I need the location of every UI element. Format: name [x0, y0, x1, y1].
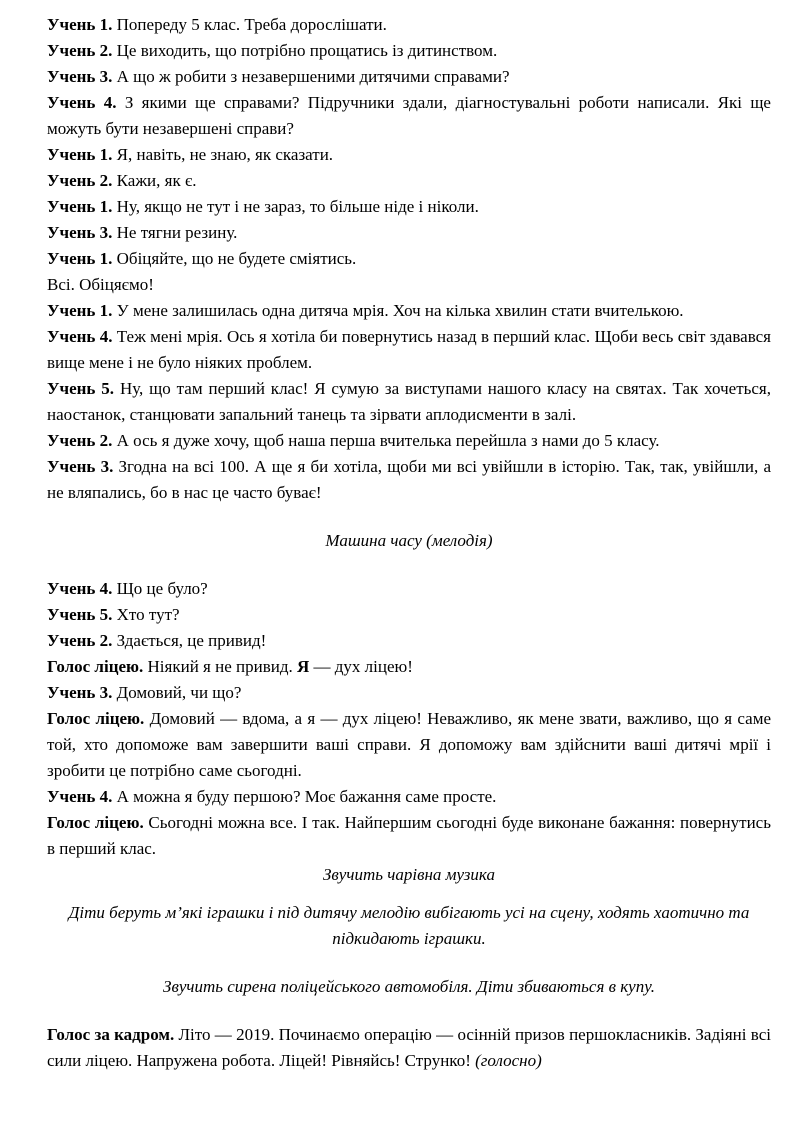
speaker-label: Учень 2.	[47, 41, 113, 60]
line-text: Хто тут?	[112, 605, 180, 624]
speaker-label: Учень 4.	[47, 93, 117, 112]
speaker-label: Учень 2.	[47, 631, 113, 650]
speaker-label: Учень 3.	[47, 67, 113, 86]
dialogue-line	[47, 272, 771, 298]
dialogue-line	[47, 168, 771, 194]
document-page	[47, 12, 771, 1074]
speaker-label: Учень 5.	[47, 605, 113, 624]
line-text: Не тягни резину.	[112, 223, 238, 242]
line-text: Ніякий я не привид.	[143, 657, 297, 676]
speaker-label: Голос ліцею.	[47, 709, 145, 728]
dialogue-line	[47, 1022, 771, 1074]
dialogue-line	[47, 602, 771, 628]
line-text: З якими ще справами? Підручники здали, діагностувальні роботи написали. Які ще можуть бути незавершені справи?	[47, 93, 771, 138]
dialogue-line	[47, 246, 771, 272]
emphasis-text: Я	[297, 657, 310, 676]
line-text: Що це було?	[112, 579, 208, 598]
speaker-label: Учень 4.	[47, 579, 113, 598]
dialogue-line	[47, 194, 771, 220]
speaker-label: Учень 3.	[47, 223, 113, 242]
dialogue-line	[47, 90, 771, 142]
dialogue-line	[47, 428, 771, 454]
line-text: Попереду 5 клас. Треба дорослішати.	[112, 15, 387, 34]
stage-direction: Діти беруть м’які іграшки і під дитячу мелодію вибігають усі на сцену, ходять хаотично та підкидають іграшки.	[68, 903, 750, 948]
line-text: Ну, якщо не тут і не зараз, то більше ніде і ніколи.	[112, 197, 479, 216]
stage-direction: Звучить чарівна музика	[323, 865, 495, 884]
line-text: Домовий, чи що?	[112, 683, 242, 702]
speaker-label: Учень 4.	[47, 327, 113, 346]
dialogue-line	[47, 454, 771, 506]
line-text: Кажи, як є.	[112, 171, 197, 190]
dialogue-line	[47, 38, 771, 64]
dialogue-line	[47, 628, 771, 654]
dialogue-line	[47, 784, 771, 810]
line-text: Сьогодні можна все. І так. Найпершим сьогодні буде виконане бажання: повернутись в перший клас.	[47, 813, 771, 858]
line-text: Здається, це привид!	[112, 631, 267, 650]
speaker-label: Голос ліцею.	[47, 657, 144, 676]
line-text: А ось я дуже хочу, щоб наша перша вчителька перейшла з нами до 5 класу.	[112, 431, 660, 450]
speaker-label: Учень 1.	[47, 249, 113, 268]
dialogue-line	[47, 64, 771, 90]
stage-direction: Звучить сирена поліцейського автомобіля. Діти збиваються в купу.	[163, 977, 655, 996]
speaker-label: Учень 4.	[47, 787, 113, 806]
speaker-label: Учень 1.	[47, 197, 113, 216]
dialogue-line	[47, 220, 771, 246]
line-text: Обіцяйте, що не будете сміятись.	[112, 249, 357, 268]
speaker-label: Учень 2.	[47, 431, 113, 450]
dialogue-line	[47, 810, 771, 862]
line-text: Ну, що там перший клас! Я сумую за виступами нашого класу на святах. Так хочеться, наостанок, станцювати запальний танець та зірвати аплодисменти в залі.	[47, 379, 771, 424]
speaker-label: Учень 3.	[47, 457, 114, 476]
dialogue-line	[47, 706, 771, 784]
line-text: Згодна на всі 100. А ще я би хотіла, щоби ми всі увійшли в історію. Так, так, увійшли, а не вляпались, бо в нас це часто буває!	[47, 457, 771, 502]
speaker-label: Учень 1.	[47, 145, 113, 164]
dialogue-line	[47, 12, 771, 38]
stage-direction: Машина часу (мелодія)	[325, 531, 493, 550]
line-text: Всі. Обіцяємо!	[47, 275, 154, 294]
speaker-label: Учень 1.	[47, 15, 113, 34]
speaker-label: Учень 1.	[47, 301, 113, 320]
line-text: А що ж робити з незавершеними дитячими справами?	[112, 67, 510, 86]
dialogue-line	[47, 298, 771, 324]
line-text: Я, навіть, не знаю, як сказати.	[112, 145, 334, 164]
line-text: Теж мені мрія. Ось я хотіла би повернутись назад в перший клас. Щоби весь світ здавався вище мене і не було ніяких проблем.	[47, 327, 771, 372]
speaker-label: Учень 2.	[47, 171, 113, 190]
line-text: — дух ліцею!	[309, 657, 413, 676]
line-text: Це виходить, що потрібно прощатись із дитинством.	[112, 41, 498, 60]
speaker-label: Голос за кадром.	[47, 1025, 175, 1044]
line-text: У мене залишилась одна дитяча мрія. Хоч на кілька хвилин стати вчителькою.	[112, 301, 684, 320]
speaker-label: Голос ліцею.	[47, 813, 144, 832]
line-text: А можна я буду першою? Моє бажання саме просте.	[112, 787, 497, 806]
dialogue-line	[47, 376, 771, 428]
dialogue-line	[47, 324, 771, 376]
dialogue-line	[47, 680, 771, 706]
stage-note: (голосно)	[475, 1051, 542, 1070]
speaker-label: Учень 5.	[47, 379, 115, 398]
line-text: Літо — 2019. Починаємо операцію — осінній призов першокласників. Задіяні всі сили ліцею. Напружена робота. Ліцей! Рівняйсь! Струнко!	[47, 1025, 771, 1070]
line-text: Домовий — вдома, а я — дух ліцею! Неважливо, як мене звати, важливо, що я саме той, хто допоможе вам завершити ваші справи. Я допоможу вам здійснити ваші дитячі мрії і зробити це потрібно саме сьогодні.	[47, 709, 771, 780]
dialogue-line	[47, 576, 771, 602]
dialogue-line	[47, 654, 771, 680]
speaker-label: Учень 3.	[47, 683, 113, 702]
dialogue-line	[47, 142, 771, 168]
